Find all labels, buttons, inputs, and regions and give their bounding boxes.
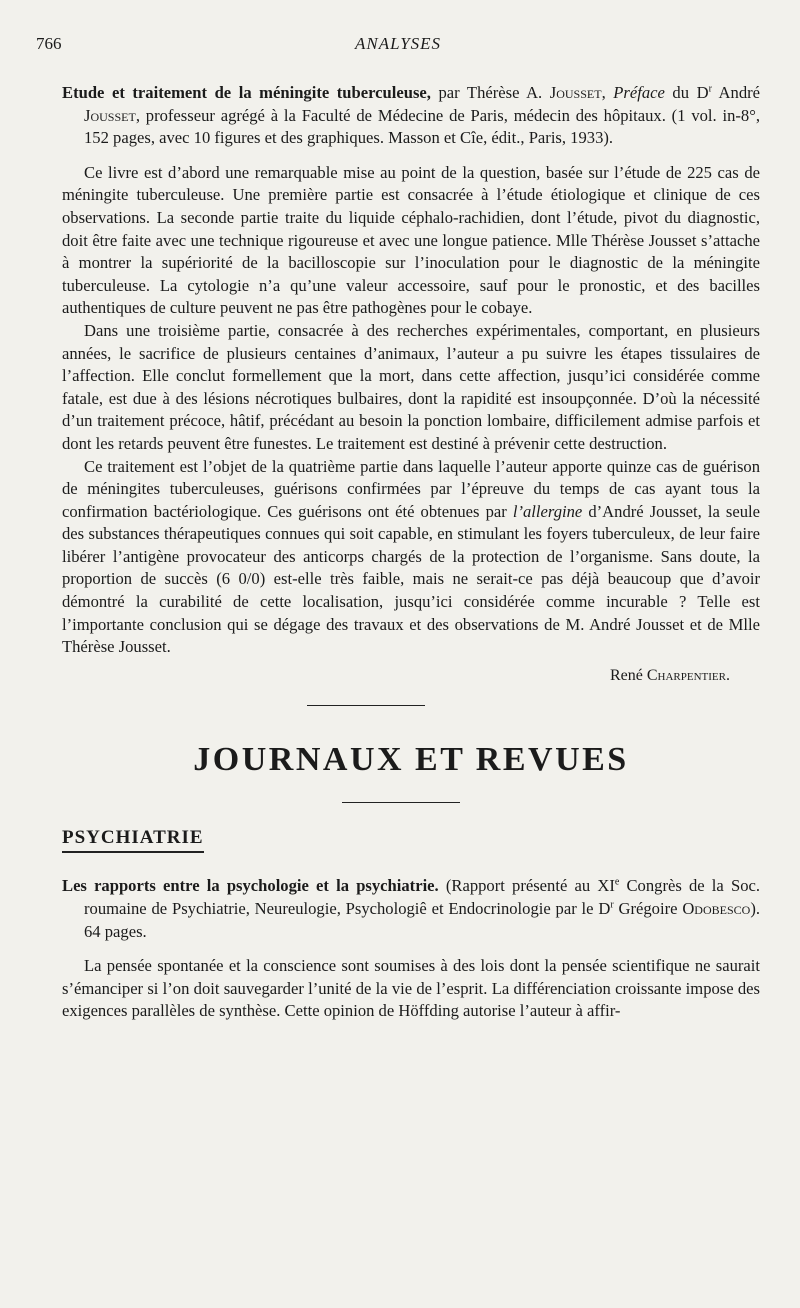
section-title-psychiatrie: PSYCHIATRIE (62, 827, 204, 853)
review-2-details-sup2: r (610, 899, 614, 911)
review-2-details-d: ). 64 pages. (84, 899, 760, 941)
section-heading-journaux: JOURNAUX ET REVUES (193, 741, 629, 779)
review-1-by: par Thérèse A. (430, 83, 550, 102)
review-2-title: Les rapports entre la psychologie et la psychiatrie. (62, 876, 439, 896)
review-2-details-c: Grégoire (613, 899, 683, 919)
signature-last-name: Charpentier. (646, 666, 730, 684)
page-content (62, 82, 760, 1023)
review-1-paragraph-3-italic: l’allergine (512, 501, 583, 521)
review-2-heading (62, 875, 760, 943)
review-1-heading: Etude et traitement de la méningite tuberculeuse, par Thérèse A. Jousset, Préface du $D^r$ André Jousset, professeur agrégé à la Faculté de Médecine de Paris, médecin des hôpitaux. (1 vol. in-8°, 152 pages, avec 10 figures et des graphiques. Masson et Cîe, édit., Paris, 1933). (62, 83, 761, 148)
review-1-paragraph-2: Dans une troisième partie, consacrée à des recherches expérimentales, comportant, en plusieurs années, le sacrifice de plusieurs centaines d’animaux, l’auteur a pu suivre les étapes tissulaires de l’affection. Elle conclut formellement que la mort, dans cette affection, jusqu’ici considérée comme fatale, est due à des lésions nécrotiques bulbaires, dont la rapidité est insoupçonnée. D’où la nécessité d’un traitement précoce, hâtif, précédant au besoin la ponction lombaire, difficilement admise parfois et dont les retards peuvent être funestes. Le traitement est destiné à prévenir cette destruction. (62, 320, 760, 453)
review-2-details-a: (Rapport présenté au XI (438, 876, 615, 896)
page-header (36, 34, 760, 56)
review-2-details-sup: e (614, 876, 620, 888)
review-1-author: Jousset (549, 83, 602, 102)
review-1-paragraph-3-a: Ce traitement est l’objet de la quatrième partie dans laquelle l’auteur apporte quinze cas de guérison de méningites tuberculeuses, guérisons confirmées par l’épreuve du temps de cas ayant tous la confirmation bactériologique. Ces guérisons ont été obtenues par (62, 456, 760, 521)
review-1-preface-label: Préface (613, 83, 665, 102)
review-1-signature (62, 665, 760, 688)
review-1-preface-text-b: André (711, 83, 761, 102)
page-number: 766 (36, 34, 62, 53)
review-1-title: Etude et traitement de la méningite tuberculeuse, (62, 83, 431, 102)
signature-first-name: René (610, 666, 647, 684)
review-2-paragraph-1: La pensée spontanée et la conscience sont soumises à des lois dont la pensée scientifique ne saurait s’émanciper si l’on doit sauvegarder l’unité de la vie de l’esprit. La différenciation croissante impose des exigences parallèles de synthèse. Cette opinion de Höffding autorise l’auteur à affir- (62, 956, 760, 1021)
review-1-paragraph-1: Ce livre est d’abord une remarquable mise au point de la question, basée sur l’étude de 225 cas de méningite tuberculeuse. Une première partie est consacrée à l’étude étiologique et clinique de ces observations. La seconde partie traite du liquide céphalo-rachidien, dont l’étude, pivot du diagnostic, doit être faite avec une technique rigoureuse et avec une longue patience. Mlle Thérèse Jousset s’attache à montrer la supériorité de la bacilloscopie sur l’inoculation pour le diagnostic de la méningite tuberculeuse. La cytologie n’a qu’une valeur accessoire, sauf pour le pronostic, et des bacilles authentiques de culture peuvent ne pas être pathogènes pour le cobaye. (62, 162, 760, 318)
review-1-preface-sup: r (708, 83, 712, 95)
review-1-preface-text: du D (664, 83, 709, 102)
review-1-paragraph-3-b: d’André Jousset, la seule des substances thérapeutiques connues qui soit capable, en stimulant les foyers tuberculeux, de leur faire libérer l’antigène provocateur des anticorps chargés de la protection de l’organisme. Sans doute, la proportion de succès (6 0/0) est-elle très faible, mais ne serait-ce pas déjà beaucoup que d’avoir démontré la curabilité de cette localisation, jusqu’ici considérée comme incurable ? Telle est l’importante conclusion qui se dégage des travaux et des observations de M. André Jousset et de Mlle Thérèse Jousset. (62, 501, 761, 657)
review-2-details-b: Congrès de la Soc. roumaine de Psychiatrie, Neureulogie, Psychologiê et Endocrinologie par le D (84, 876, 760, 919)
review-1-preface-author: Jousset (84, 105, 136, 125)
running-title: ANALYSES (354, 34, 442, 53)
review-1-paragraph-3 (62, 456, 760, 659)
review-2-author: Odobesco (682, 899, 751, 919)
review-1-details: , professeur agrégé à la Faculté de Médecine de Paris, médecin des hôpitaux. (1 vol. in-8°, 152 pages, avec 10 figures et des graphiques. Masson et Cîe, édit., Paris, 1933). (84, 105, 760, 148)
